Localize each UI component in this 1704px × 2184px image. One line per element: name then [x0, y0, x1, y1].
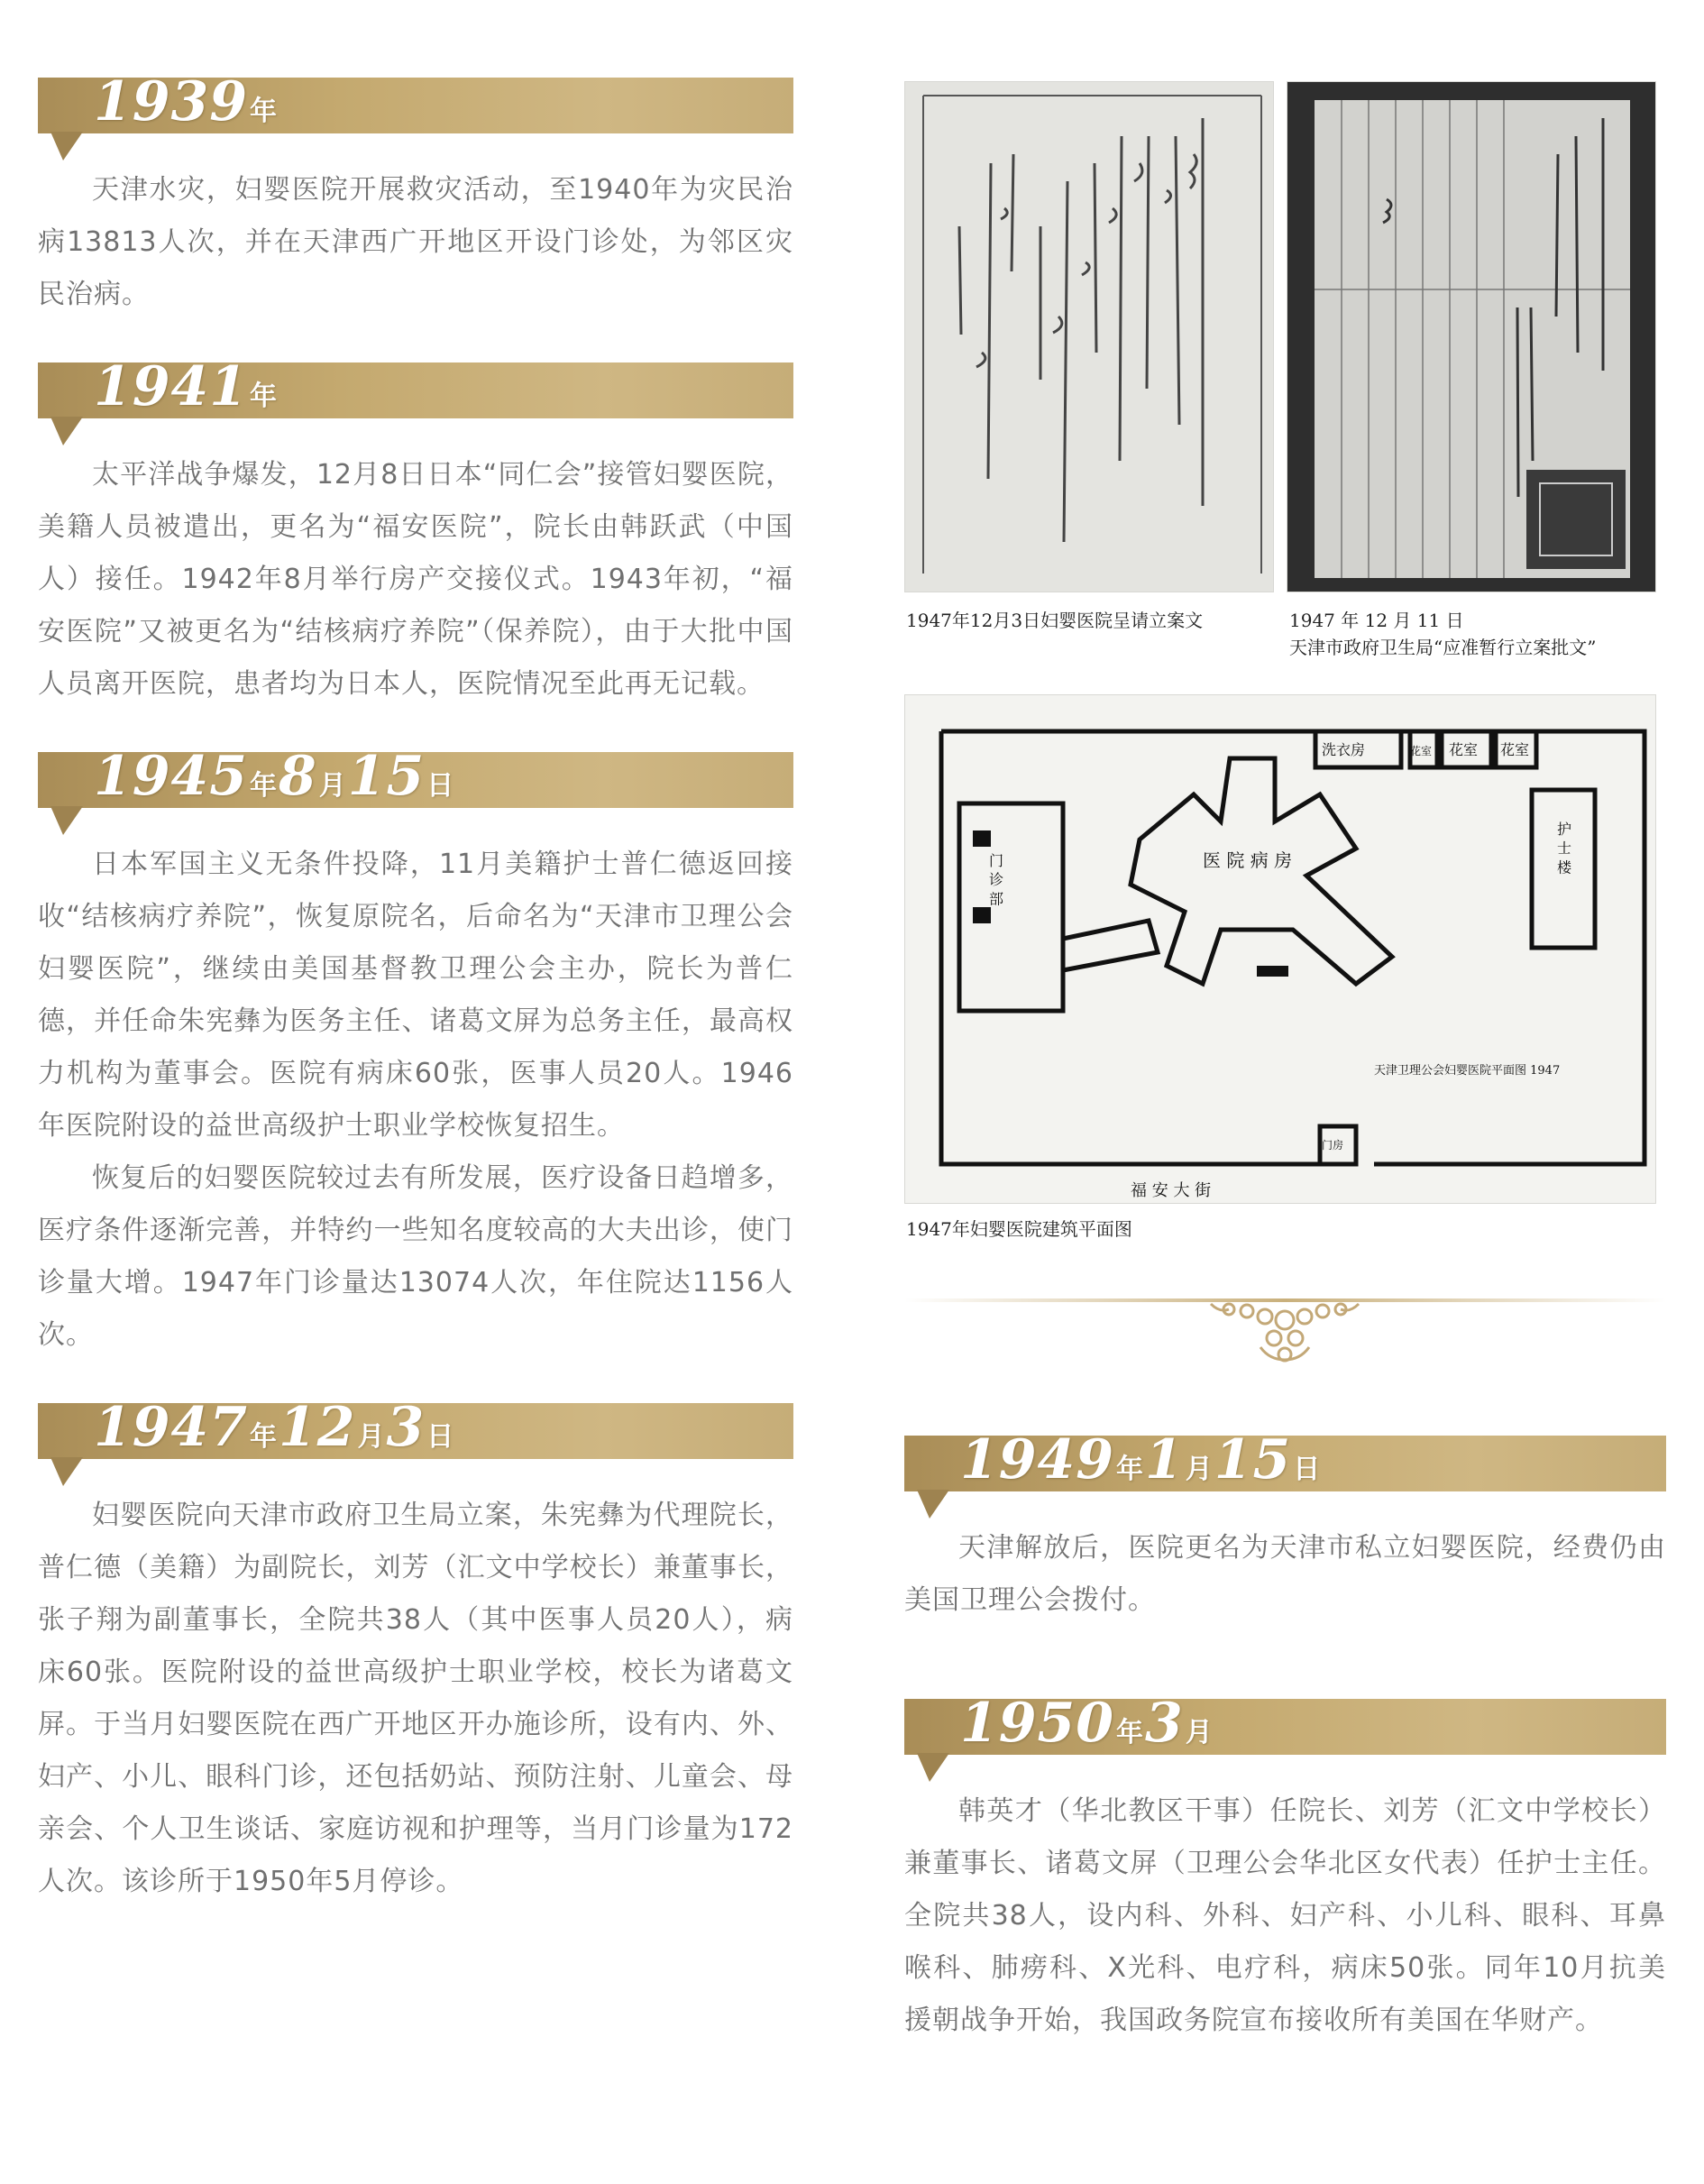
- date-unit: 年: [250, 770, 277, 802]
- date-unit: 月: [1185, 1717, 1213, 1748]
- floor-plan-drawing: [905, 695, 1655, 1203]
- date-unit: 年: [250, 381, 277, 412]
- date-number: 1947: [94, 1396, 248, 1459]
- ornament-divider: [904, 1291, 1666, 1372]
- date-unit: 日: [426, 1421, 454, 1453]
- date-unit: 年: [250, 1421, 277, 1453]
- plan-label-street: 福 安 大 街: [1131, 1181, 1212, 1200]
- body-paragraph: 天津水灾，妇婴医院开展救灾活动，至1940年为灾民治病13813人次，并在天津西广开地区开设门诊处，为邻区灾民治病。: [38, 174, 793, 310]
- date-heading: [94, 70, 279, 133]
- date-number: 1949: [960, 1428, 1114, 1491]
- date-banner: [38, 355, 793, 418]
- plan-label-top1: 洗衣房: [1322, 741, 1366, 758]
- left-column: [38, 70, 793, 1908]
- date-unit: 年: [250, 96, 277, 127]
- timeline-section: [904, 1428, 1666, 1627]
- date-heading: [94, 355, 279, 418]
- date-heading: [960, 1428, 1322, 1491]
- timeline-section: [38, 70, 793, 321]
- body-paragraph: 天津解放后，医院更名为天津市私立妇婴医院，经费仍由美国卫理公会拨付。: [904, 1532, 1666, 1616]
- body-paragraph: 恢复后的妇婴医院较过去有所发展，医疗设备日趋增多，医疗条件逐渐完善，并特约一些知名度较高的大夫出诊，使门诊量大增。1947年门诊量达13074人次，年住院达1156人次。: [38, 1162, 793, 1351]
- body-paragraph: 妇婴医院向天津市政府卫生局立案，朱宪彝为代理院长，普仁德（美籍）为副院长，刘芳（汇文中学校长）兼董事长，张子翔为副董事长，全院共38人（其中医事人员20人），病床60张。医院附设的益世高级护士职业学校，校长为诸葛文屏。于当月妇婴医院在西广开地区开办施诊所，设有内、外、妇产、小儿、眼科门诊，还包括奶站、预防注射、儿童会、母亲会、个人卫生谈话、家庭访视和护理等，当月门诊量为172人次。该诊所于1950年5月停诊。: [38, 1500, 793, 1897]
- floor-plan: [904, 694, 1656, 1204]
- plan-label-gate: 门房: [1322, 1139, 1344, 1152]
- date-number: 15: [1214, 1428, 1292, 1491]
- date-heading: [94, 745, 455, 808]
- timeline-section: [38, 355, 793, 711]
- plan-label-right: 护 士 楼: [1554, 821, 1572, 875]
- photo-petition-document: [904, 81, 1274, 592]
- caption-photo1: 1947年12月3日妇婴医院呈请立案文: [906, 610, 1204, 631]
- plan-label-center: 医 院 病 房: [1203, 849, 1293, 871]
- plan-label-top4: 花室: [1500, 741, 1530, 758]
- body-paragraph: 韩英才（华北教区干事）任院长、刘芳（汇文中学校长）兼董事长、诸葛文屏（卫理公会华北区女代表）任护士主任。全院共38人，设内科、外科、妇产科、小儿科、眼科、耳鼻喉科、肺痨科、X光科、电疗科，病床50张。同年10月抗美援朝战争开始，我国政务院宣布接收所有美国在华财产。: [904, 1795, 1666, 2036]
- official-approval-image: [1287, 82, 1655, 592]
- timeline-section: [904, 1692, 1666, 2047]
- date-unit: 年: [1116, 1454, 1143, 1485]
- caption-plan: 1947年妇婴医院建筑平面图: [906, 1218, 1132, 1240]
- date-unit: 日: [426, 770, 454, 802]
- handwritten-document-image: [905, 82, 1273, 592]
- date-banner: [38, 70, 793, 133]
- date-number: 8: [279, 745, 317, 808]
- date-unit: 月: [318, 770, 346, 802]
- date-unit: 年: [1116, 1717, 1143, 1748]
- date-number: 3: [386, 1396, 426, 1459]
- photo-approval-document: [1287, 81, 1656, 592]
- plan-label-top2: 花室: [1410, 745, 1433, 757]
- date-number: 1939: [94, 70, 248, 133]
- timeline-section: [38, 745, 793, 1362]
- body-paragraph: 太平洋战争爆发，12月8日日本“同仁会”接管妇婴医院，美籍人员被遣出，更名为“福安医院”，院长由韩跃武（中国人）接任。1942年8月举行房产交接仪式。1943年初，“福安医院”又被更名为“结核病疗养院”（保养院），由于大批中国人员离开医院，患者均为日本人，医院情况至此再无记载。: [38, 459, 793, 700]
- date-number: 1950: [960, 1692, 1114, 1755]
- date-number: 1945: [94, 745, 248, 808]
- date-unit: 月: [1185, 1454, 1213, 1485]
- date-heading: [960, 1692, 1214, 1755]
- date-number: 1941: [94, 355, 248, 418]
- timeline-section: [38, 1396, 793, 1908]
- plan-label-left: 门 诊 部: [986, 853, 1004, 906]
- plan-label-top3: 花室: [1449, 741, 1479, 758]
- date-number: 15: [347, 745, 426, 808]
- caption-photo2-line2: 天津市政府卫生局“应准暂行立案批文”: [1289, 637, 1597, 658]
- date-unit: 日: [1293, 1454, 1321, 1485]
- date-banner: [38, 745, 793, 808]
- caption-photo2-line1: 1947 年 12 月 11 日: [1289, 610, 1464, 631]
- date-heading: [94, 1396, 455, 1459]
- date-number: 1: [1145, 1428, 1184, 1491]
- date-banner: [904, 1692, 1666, 1755]
- plan-label-signature: 天津卫理公会妇婴医院平面图 1947: [1374, 1064, 1561, 1078]
- date-number: 12: [279, 1396, 356, 1459]
- date-unit: 月: [357, 1421, 385, 1453]
- date-banner: [38, 1396, 793, 1459]
- date-number: 3: [1145, 1692, 1184, 1755]
- body-paragraph: 日本军国主义无条件投降，11月美籍护士普仁德返回接收“结核病疗养院”，恢复原院名，后命名为“天津市卫理公会妇婴医院”，继续由美国基督教卫理公会主办，院长为普仁德，并任命朱宪彝为医务主任、诸葛文屏为总务主任，最高权力机构为董事会。医院有病床60张，医事人员20人。1946年医院附设的益世高级护士职业学校恢复招生。: [38, 849, 793, 1142]
- date-banner: [904, 1428, 1666, 1491]
- right-column: [904, 1428, 1666, 2047]
